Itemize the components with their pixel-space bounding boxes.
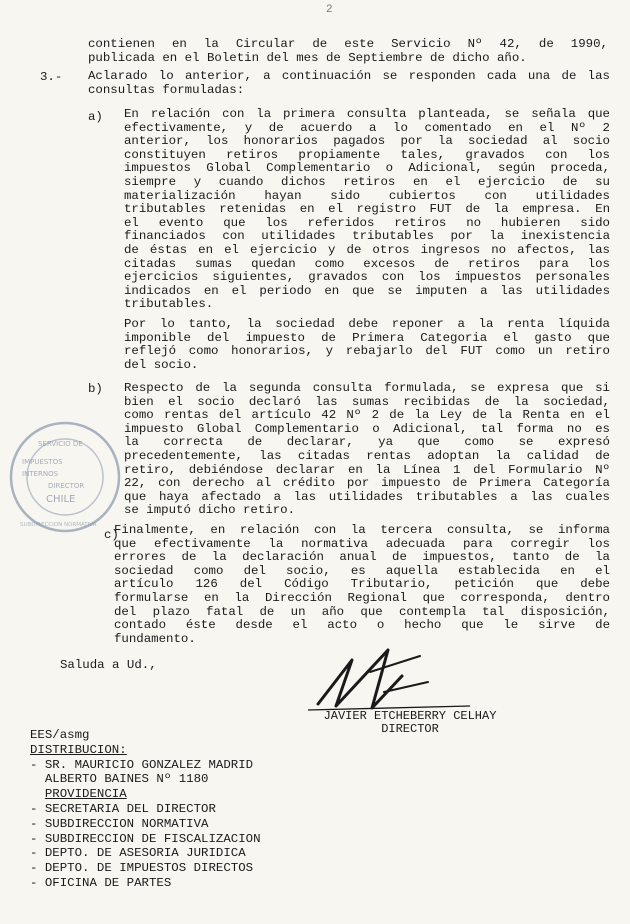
distribution-heading: DISTRIBUCION: — [30, 742, 127, 757]
text-line: tributables. — [124, 297, 214, 312]
text-line: errores de la declaración anual de impuestos, tanto de la — [114, 551, 610, 565]
text-line: ejercicios siguientes, gravados con los impuestos personales — [124, 271, 610, 285]
text-line: la correcta de declarar, ya que como se expresó — [124, 436, 610, 450]
text-line: consultas formuladas: — [88, 82, 245, 97]
section-number: 3.- — [40, 70, 63, 84]
text-line: que haya afectado a las utilidades tributables a las cuales — [124, 490, 610, 504]
initials: EES/asmg — [30, 728, 90, 742]
item-b-label: b) — [88, 382, 103, 396]
official-stamp — [8, 418, 123, 536]
distribution-list — [30, 802, 350, 891]
section3-paragraph — [88, 70, 610, 97]
stamp-text: IMPUESTOS — [22, 458, 63, 466]
distribution-item — [30, 802, 350, 817]
distribution-item-label: DEPTO. DE IMPUESTOS DIRECTOS — [44, 861, 254, 876]
distribution-item-label: SUBDIRECCION DE FISCALIZACION — [44, 831, 261, 846]
text-line: contado éste desde el acto o hecho que le sirve de — [114, 619, 610, 633]
list-dash: - — [30, 861, 45, 876]
signer-name: JAVIER ETCHEBERRY CELHAY — [323, 709, 497, 723]
text-line: Aclarado lo anterior, a continuación se responden cada una de las — [88, 70, 610, 83]
text-line: como rentas del artículo 42 Nº 2 de la Ley de la Renta en el — [124, 409, 610, 423]
text-line: efectivamente, y de acuerdo a lo comentado en el Nº 2 — [124, 121, 610, 135]
distribution-item — [30, 832, 350, 847]
list-dash: - — [30, 875, 45, 890]
list-dash: - — [30, 846, 45, 861]
text-line: impuestos Global Complementario o Adicional, según proceda, — [124, 162, 610, 176]
distribution-item — [30, 861, 350, 876]
distribution-item — [30, 817, 350, 832]
text-line: reflejó como honorarios, y rebajarlo del FUT como un retiro — [124, 345, 610, 359]
distribution-item-label: SECRETARIA DEL DIRECTOR — [44, 801, 216, 816]
page-number: 2 — [326, 4, 333, 16]
text-line: anterior, los honorarios pagados por la sociedad al socio — [124, 135, 610, 149]
stamp-text: DIRECTOR — [48, 482, 85, 490]
item-c-label: c) — [104, 528, 119, 542]
text-line: Finalmente, en relación con la tercera consulta, se informa — [114, 524, 610, 537]
distribution-item-label: DEPTO. DE ASESORIA JURIDICA — [44, 846, 246, 861]
recipient-name: SR. MAURICIO GONZALEZ MADRID — [44, 757, 254, 772]
stamp-text: CHILE — [46, 494, 76, 505]
text-line: indicados en el periodo en que se imputen a las utilidades — [124, 284, 610, 298]
list-dash: - — [30, 816, 45, 831]
text-line: Respecto de la segunda consulta formulada, se expresa que si — [124, 382, 610, 395]
text-line: siempre y cuando dichos retiros en el ejercicio de su — [124, 175, 610, 189]
text-line: se imputó dicho retiro. — [124, 503, 296, 518]
stamp-text: INTERNOS — [22, 470, 59, 478]
distribution-item: - SR. MAURICIO GONZALEZ MADRID — [30, 757, 254, 772]
text-line: retiro, debiéndose declarar en la Línea 1 del Formulario Nº — [124, 463, 610, 477]
recipient-city: PROVIDENCIA — [44, 787, 127, 802]
stamp-text: SERVICIO DE — [38, 440, 83, 448]
text-line: precedentemente, las citadas rentas adoptan la calidad de — [124, 449, 610, 463]
distribution-block — [30, 728, 350, 891]
text-line: materialización hayan sido cubiertos con utilidades — [124, 189, 610, 203]
item-b-paragraph — [124, 382, 610, 518]
item-a-paragraph — [124, 108, 610, 312]
distribution-item — [30, 876, 350, 891]
text-line: constituyen retiros propiamente tales, gravados con los — [124, 148, 610, 162]
text-line: de éstas en el ejercicio y de otros ingresos no afectos, las — [124, 243, 610, 257]
distribution-item-label: SUBDIRECCION NORMATIVA — [44, 816, 209, 831]
text-line: imponible del impuesto de Primera Categoria el gasto que — [124, 331, 610, 345]
text-line: En relación con la primera consulta planteada, se señala que — [124, 108, 610, 121]
text-line: formularse en la Dirección Regional que corresponda, dentro — [114, 591, 610, 605]
text-line: bien el socio declaró las sumas recibidas de la sociedad, — [124, 395, 610, 409]
text-line: citadas sumas quedan como excesos de retiros para los — [124, 257, 610, 271]
handwritten-signature — [300, 636, 500, 716]
list-dash: - — [30, 831, 45, 846]
list-dash: - — [30, 801, 45, 816]
distribution-item — [30, 846, 350, 861]
text-line: contienen en la Circular de este Servicio Nº 42, de 1990, — [88, 38, 608, 51]
closing-salutation: Saluda a Ud., — [60, 658, 157, 672]
recipient-address: ALBERTO BAINES Nº 1180 — [44, 772, 209, 787]
text-line: fundamento. — [114, 631, 196, 646]
distribution-item-label: OFICINA DE PARTES — [44, 875, 172, 890]
text-line: que efectivamente la normativa adecuada para corregir los — [114, 537, 610, 551]
intro-paragraph — [88, 38, 608, 65]
signer-title: DIRECTOR — [381, 722, 439, 736]
item-a-conclusion-paragraph — [124, 318, 610, 372]
item-a-label: a) — [88, 110, 103, 124]
text-line: del plazo fatal de un año que contempla tal disposición, — [114, 605, 610, 619]
stamp-text: SUBDIRECCION NORMATIVA — [20, 522, 97, 528]
item-c-paragraph — [114, 524, 610, 646]
text-line: financiados con utilidades tributables por la inexistencia — [124, 230, 610, 244]
text-line: sociedad como del socio, es aquella establecida en el — [114, 564, 610, 578]
text-line: Por lo tanto, la sociedad debe reponer a la renta líquida — [124, 318, 610, 331]
text-line: tributables retenidas en el registro FUT de la empresa. En — [124, 203, 610, 217]
text-line: 22, con derecho al crédito por impuesto de Primera Categoría — [124, 477, 610, 491]
text-line: impuesto Global Complementario o Adicional, tal forma no es — [124, 422, 610, 436]
text-line: del socio. — [124, 357, 199, 372]
text-line: artículo 126 del Código Tributario, petición que debe — [114, 578, 610, 592]
text-line: publicada en el Boletin del mes de Septiembre de dicho año. — [88, 50, 527, 65]
text-line: el evento que los referidos retiros no hubieren sido — [124, 216, 610, 230]
